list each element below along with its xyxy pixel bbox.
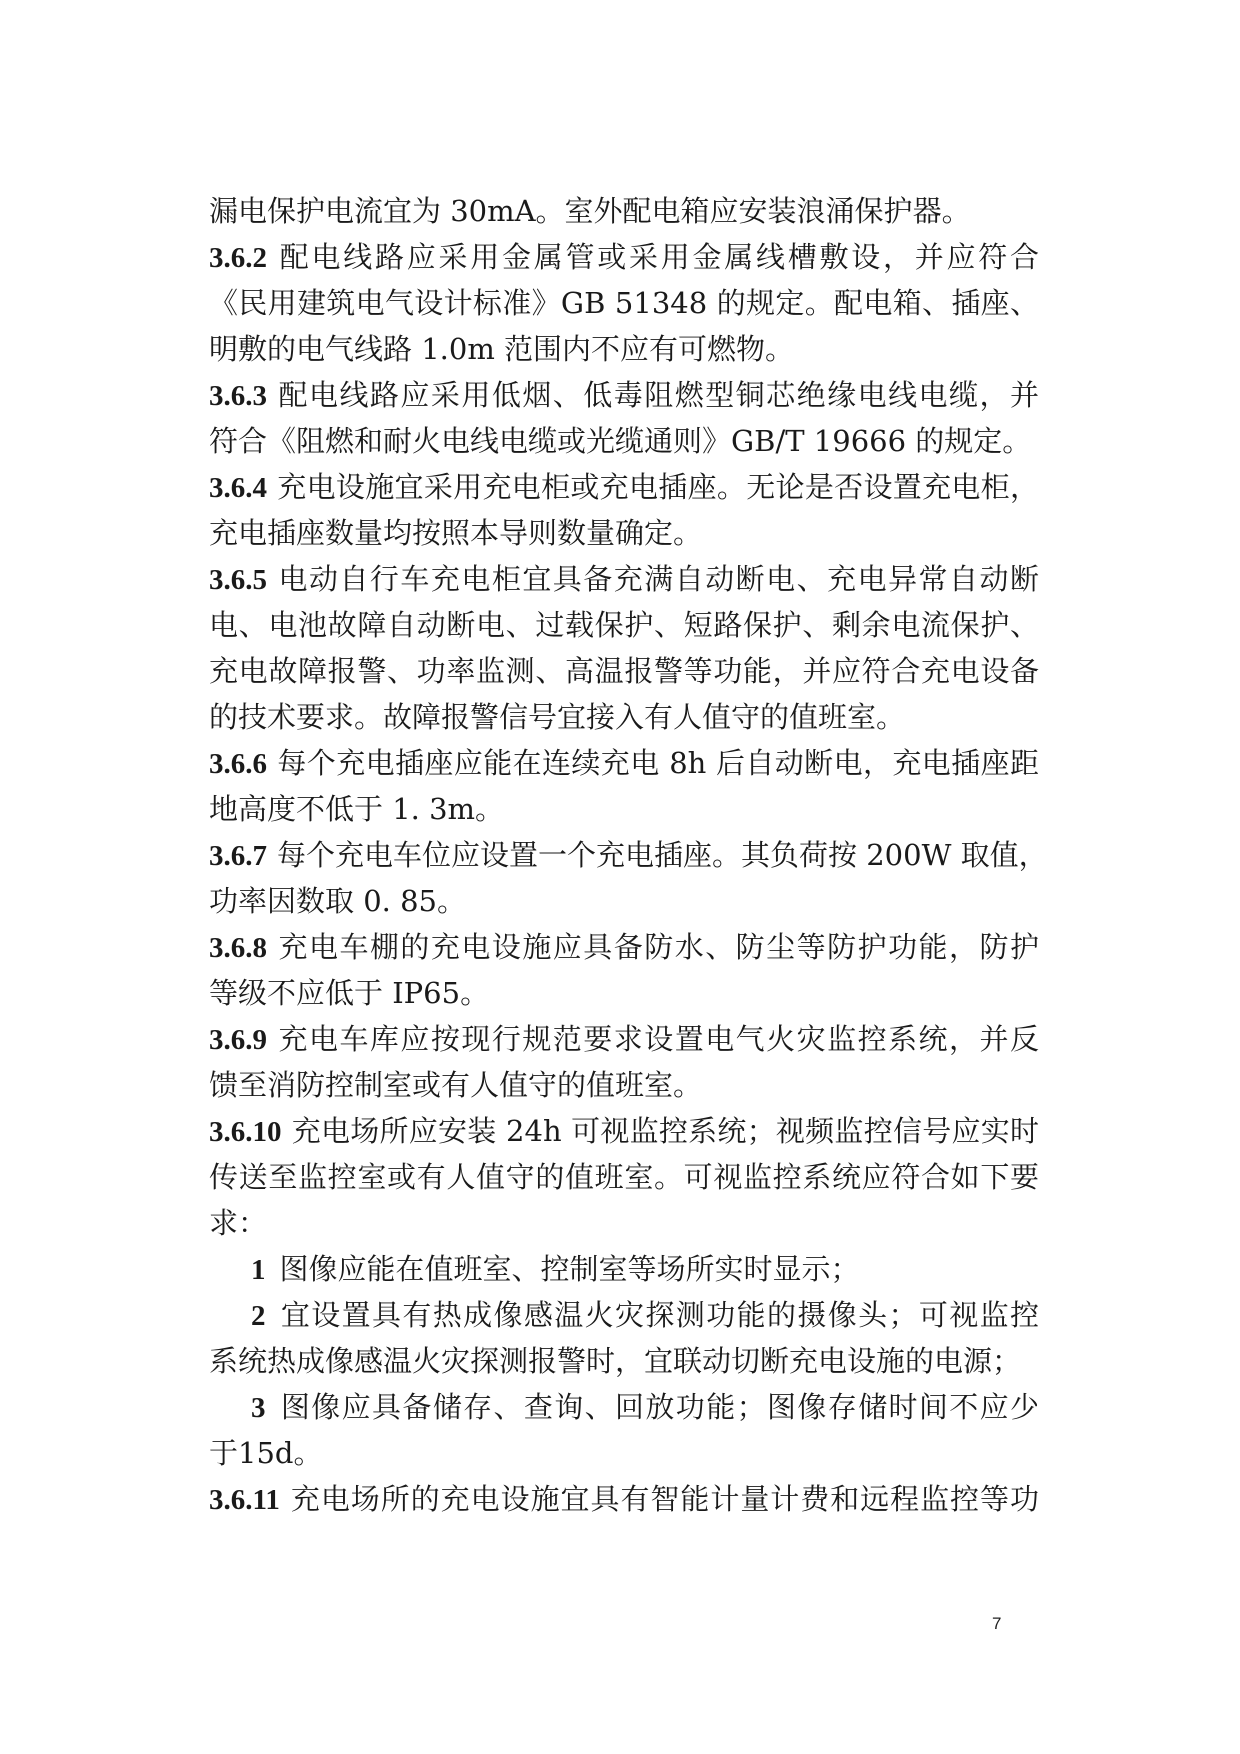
line-text: 明敷的电气线路 1.0m 范围内不应有可燃物。: [209, 332, 795, 366]
line-text: 图像应能在值班室、控制室等场所实时显示；: [279, 1252, 860, 1286]
line-text: 电动自行车充电柜宜具备充满自动断电、充电异常自动断: [277, 562, 1039, 596]
line-text: 的技术要求。故障报警信号宜接入有人值守的值班室。: [209, 700, 906, 734]
text-line: [209, 694, 1039, 740]
list-item-number: 3: [251, 1392, 266, 1424]
text-line: [209, 1016, 1039, 1062]
text-line: [209, 188, 1039, 234]
text-line: [209, 326, 1039, 372]
line-text: 《民用建筑电气设计标准》GB 51348 的规定。配电箱、插座、: [209, 286, 1039, 320]
line-text: 系统热成像感温火灾探测报警时，宜联动切断充电设施的电源；: [209, 1344, 1022, 1378]
line-text: 充电场所应安装 24h 可视监控系统；视频监控信号应实时: [291, 1114, 1039, 1148]
document-body: [209, 188, 1048, 1522]
clause-number: 3.6.4: [209, 472, 267, 504]
clause-number: 3.6.6: [209, 748, 267, 780]
page-number: 7: [992, 1614, 1002, 1633]
line-text: 宜设置具有热成像感温火灾探测功能的摄像头；可视监控: [279, 1298, 1039, 1332]
text-line: [209, 1108, 1039, 1154]
line-text: 地高度不低于 1. 3m。: [209, 792, 505, 826]
line-text: 充电设施宜采用充电柜或充电插座。无论是否设置充电柜，: [277, 470, 1039, 504]
clause-number: 3.6.7: [209, 840, 267, 872]
clause-number: 3.6.8: [209, 932, 267, 964]
line-text: 充电车棚的充电设施应具备防水、防尘等防护功能，防护: [277, 930, 1039, 964]
clause-number: 3.6.10: [209, 1116, 282, 1148]
text-line: [209, 1292, 1039, 1338]
text-line: [209, 924, 1039, 970]
text-line: [209, 1062, 1039, 1108]
line-text: 求：: [209, 1206, 268, 1240]
clause-number: 3.6.11: [209, 1484, 280, 1516]
line-text: 每个充电车位应设置一个充电插座。其负荷按 200W 取值，: [277, 838, 1048, 872]
clause-number: 3.6.3: [209, 380, 267, 412]
line-text: 配电线路应采用低烟、低毒阻燃型铜芯绝缘电线电缆，并: [277, 378, 1039, 412]
text-line: [209, 280, 1039, 326]
text-line: [209, 648, 1039, 694]
text-line: [209, 1154, 1039, 1200]
text-line: [209, 464, 1039, 510]
line-text: 图像应具备储存、查询、回放功能；图像存储时间不应少: [279, 1390, 1039, 1424]
clause-number: 3.6.5: [209, 564, 267, 596]
text-line: [209, 418, 1039, 464]
text-line: [209, 1338, 1039, 1384]
text-line: [209, 234, 1039, 280]
line-text: 漏电保护电流宜为 30mA。室外配电箱应安装浪涌保护器。: [209, 194, 971, 228]
text-line: [209, 602, 1039, 648]
text-line: [209, 1384, 1039, 1430]
line-text: 充电故障报警、功率监测、高温报警等功能，并应符合充电设备: [209, 654, 1039, 688]
text-line: [209, 832, 1048, 878]
line-text: 配电线路应采用金属管或采用金属线槽敷设，并应符合: [277, 240, 1039, 274]
line-text: 充电车库应按现行规范要求设置电气火灾监控系统，并反: [277, 1022, 1039, 1056]
text-line: [209, 878, 1039, 924]
list-item-number: 1: [251, 1254, 266, 1286]
text-line: [209, 510, 1039, 556]
text-line: [209, 786, 1039, 832]
list-item-number: 2: [251, 1300, 266, 1332]
line-text: 充电场所的充电设施宜具有智能计量计费和远程监控等功: [289, 1482, 1039, 1516]
clause-number: 3.6.9: [209, 1024, 267, 1056]
text-line: [209, 970, 1039, 1016]
line-text: 符合《阻燃和耐火电线电缆或光缆通则》GB/T 19666 的规定。: [209, 424, 1032, 458]
line-text: 功率因数取 0. 85。: [209, 884, 467, 918]
text-line: [209, 740, 1039, 786]
line-text: 馈至消防控制室或有人值守的值班室。: [209, 1068, 703, 1102]
text-line: [209, 556, 1039, 602]
line-text: 等级不应低于 IP65。: [209, 976, 490, 1010]
text-line: [209, 1430, 1039, 1476]
line-text: 传送至监控室或有人值守的值班室。可视监控系统应符合如下要: [209, 1160, 1039, 1194]
text-line: [209, 1476, 1039, 1522]
line-text: 于15d。: [209, 1436, 323, 1470]
text-line: [209, 372, 1039, 418]
line-text: 电、电池故障自动断电、过载保护、短路保护、剩余电流保护、: [209, 608, 1039, 642]
text-line: [209, 1246, 1039, 1292]
text-line: [209, 1200, 1039, 1246]
line-text: 充电插座数量均按照本导则数量确定。: [209, 516, 703, 550]
clause-number: 3.6.2: [209, 242, 267, 274]
line-text: 每个充电插座应能在连续充电 8h 后自动断电，充电插座距: [277, 746, 1039, 780]
